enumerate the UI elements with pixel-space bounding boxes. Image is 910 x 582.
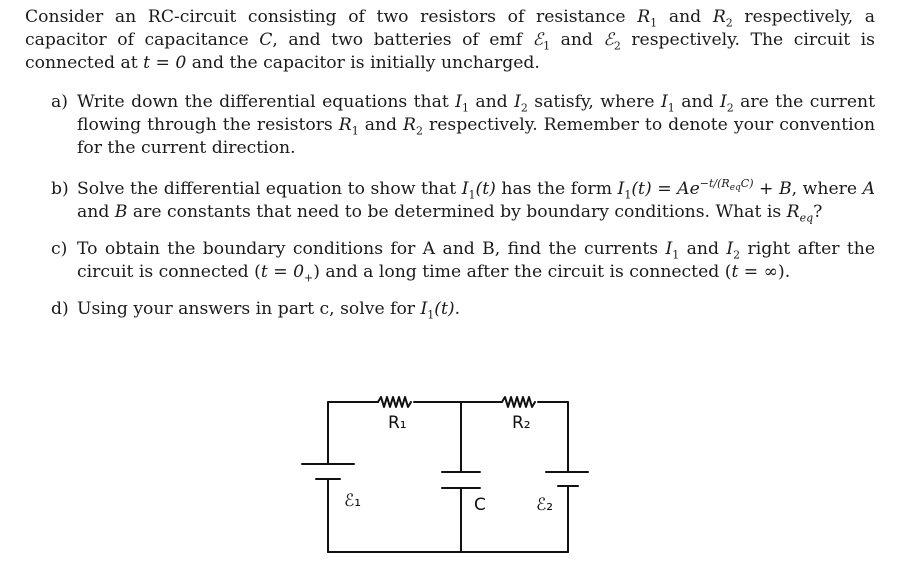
e1-label: ℰ₁ <box>344 491 362 511</box>
part-b <box>25 178 875 224</box>
problem-text <box>25 6 875 335</box>
part-a-text: Write down the differential equations that $I_1$ and $I_2$ satisfy, where $I_1$ and $I_2$ are the current flowing through the resistors $R_1$ and $R_2$ respectively. Remember to denote your convention for the current direction. <box>77 92 876 158</box>
problem-intro: Consider an RC-circuit consisting of two resistors of resistance $R_1$ and $R_2$ respectively, a capacitor of capacitance C, and two batteries of emf ℰ$_1$ and ℰ$_2$ respectively. The circuit is connected at t = 0 and the capacitor is initially uncharged. <box>25 7 875 73</box>
part-label: c) <box>51 239 68 259</box>
r2-label: R₂ <box>512 413 531 433</box>
part-a <box>25 91 875 160</box>
part-b-text: Solve the differential equation to show that $I_1(t)$ has the form $I_1(t) = Ae^{-t/(R_{eq}C)} + B$, where A and B are constants that need to be determined by boundary conditions. What is $R_{eq}$? <box>77 177 875 225</box>
c-label: C <box>474 495 486 515</box>
circuit-diagram <box>290 380 590 560</box>
question-parts <box>25 91 875 321</box>
resistor-r1 <box>378 397 411 407</box>
part-d <box>25 298 875 321</box>
part-label: a) <box>51 92 68 112</box>
part-d-text: Using your answers in part c, solve for $I_1(t)$. <box>77 299 461 322</box>
part-c-text: To obtain the boundary conditions for A and B, find the currents $I_1$ and $I_2$ right after the circuit is connected $(t = 0_+)$ and a long time after the circuit is connected (t = ∞). <box>77 239 876 285</box>
resistor-r2 <box>502 397 535 407</box>
part-label: b) <box>51 179 69 199</box>
part-label: d) <box>51 299 69 319</box>
r1-label: R₁ <box>388 413 407 433</box>
part-c <box>25 238 875 284</box>
e2-label: ℰ₂ <box>536 495 554 515</box>
